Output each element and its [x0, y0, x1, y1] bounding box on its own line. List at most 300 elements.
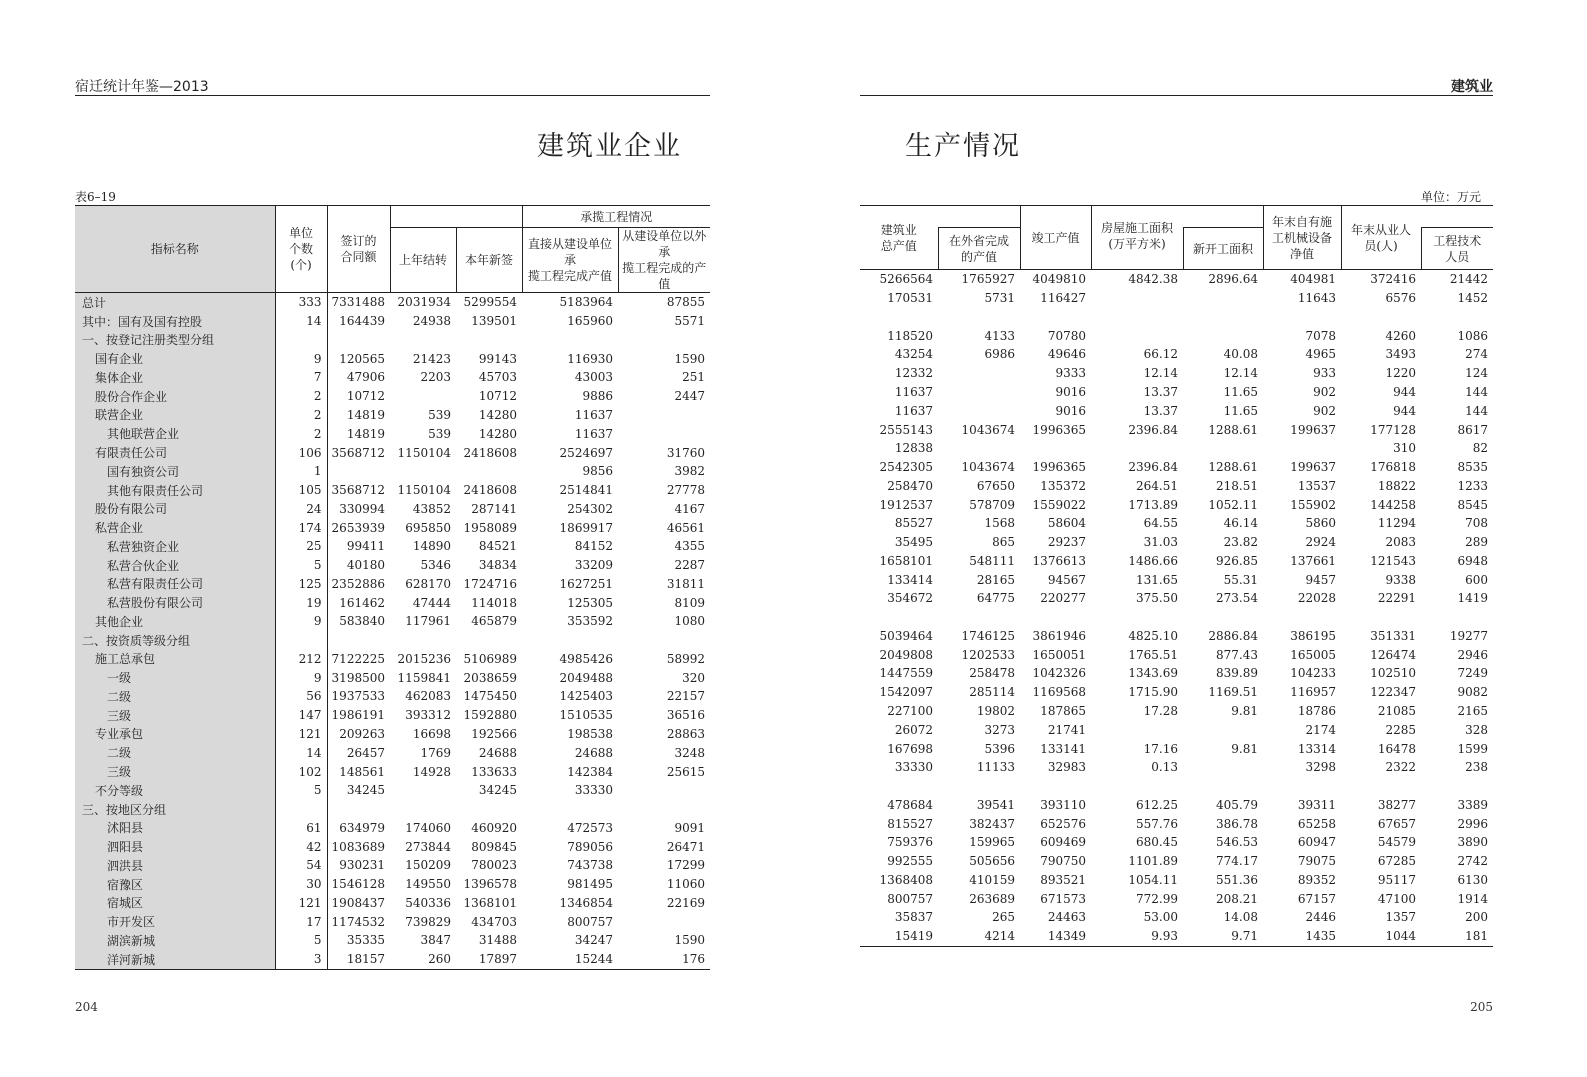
cell-value: 8535	[1457, 460, 1488, 475]
cell-value: 14280	[478, 426, 517, 441]
cell-value: 144258	[1370, 497, 1416, 512]
row-label: 其中：国有及国有控股	[75, 312, 275, 331]
cell-value	[390, 462, 456, 481]
cell-value	[1341, 308, 1421, 327]
cell-value: 578709	[969, 497, 1015, 512]
cell-value: 19802	[976, 703, 1015, 718]
table-row	[75, 800, 710, 819]
cell-value: 192566	[471, 726, 517, 741]
cell-value	[390, 331, 456, 350]
cell-value: 273.54	[1216, 591, 1258, 606]
cell-value: 1542097	[879, 685, 933, 700]
row-label: 其他企业	[75, 612, 275, 631]
table-row	[860, 739, 1493, 758]
cell-value	[1263, 777, 1341, 796]
cell-value: 539	[428, 426, 451, 441]
cell-value: 64.55	[1143, 516, 1178, 531]
cell-value: 66.12	[1143, 347, 1178, 362]
cell-value: 34245	[346, 783, 385, 798]
cell-value: 1650051	[1032, 647, 1086, 662]
cell-value: 9	[275, 349, 327, 368]
table-row	[75, 349, 710, 368]
cell-value	[1091, 308, 1183, 327]
cell-value: 3861946	[1032, 628, 1086, 643]
row-label: 有限责任公司	[75, 443, 275, 462]
cell-value	[1020, 308, 1091, 327]
cell-value: 4842.38	[1128, 272, 1178, 287]
cell-value: 609469	[1040, 835, 1086, 850]
cell-value: 58992	[666, 651, 706, 666]
col-header-blank-e	[1421, 206, 1493, 228]
cell-value	[1183, 608, 1263, 627]
cell-value: 2924	[1305, 535, 1336, 550]
row-label: 二、按资质等级分组	[75, 631, 275, 650]
cell-value: 1288.61	[1208, 460, 1258, 475]
row-label: 总计	[75, 293, 275, 312]
col-header-blank-d	[1183, 206, 1263, 228]
cell-value: 11.65	[1223, 403, 1258, 418]
cell-value: 3248	[674, 745, 706, 760]
cell-value: 1435	[1263, 927, 1341, 946]
cell-value: 3198500	[331, 670, 385, 685]
cell-value: 102510	[1370, 666, 1416, 681]
cell-value: 1150104	[397, 445, 451, 460]
cell-value: 13537	[1297, 478, 1336, 493]
cell-value: 125305	[567, 595, 613, 610]
cell-value	[860, 777, 938, 796]
cell-value: 34245	[478, 783, 517, 798]
page-title-left: 建筑业企业	[537, 131, 682, 162]
row-label: 沭阳县	[75, 818, 275, 837]
cell-value: 133414	[887, 572, 933, 587]
table-row	[75, 593, 710, 612]
cell-value: 31760	[666, 445, 706, 460]
cell-value	[327, 331, 390, 350]
cell-value: 4214	[938, 927, 1020, 946]
cell-value: 144	[1465, 384, 1488, 399]
cell-value: 12.14	[1143, 366, 1178, 381]
header-rule-right	[860, 95, 1493, 96]
cell-value: 809845	[471, 839, 517, 854]
cell-value: 1658101	[879, 553, 933, 568]
cell-value: 165960	[567, 314, 613, 329]
cell-value: 47100	[1377, 891, 1416, 906]
page-number-right: 205	[1470, 1000, 1493, 1014]
col-header-new-sign: 本年新签	[456, 228, 522, 293]
cell-value: 31488	[478, 933, 517, 948]
cell-value: 14349	[1020, 927, 1091, 946]
cell-value: 84521	[478, 539, 517, 554]
cell-value: 67657	[1377, 816, 1416, 831]
table-row	[75, 518, 710, 537]
table-row	[75, 894, 710, 913]
cell-value: 2322	[1385, 760, 1416, 775]
row-label: 洋河新城	[75, 950, 275, 969]
cell-value: 67285	[1377, 854, 1416, 869]
cell-value: 11294	[1377, 516, 1416, 531]
cell-value: 1419	[1457, 591, 1488, 606]
cell-value	[1183, 777, 1263, 796]
cell-value: 116957	[1290, 685, 1336, 700]
cell-value: 55.31	[1223, 572, 1258, 587]
cell-value: 14819	[346, 407, 385, 422]
cell-value	[1183, 308, 1263, 327]
row-label: 国有独资公司	[75, 462, 275, 481]
cell-value: 902	[1313, 403, 1336, 418]
cell-value: 14928	[412, 764, 451, 779]
cell-value: 11060	[666, 877, 706, 892]
cell-value	[1421, 777, 1493, 796]
table-row	[860, 608, 1493, 627]
cell-value: 5266564	[879, 272, 933, 287]
cell-value: 354672	[887, 591, 933, 606]
cell-value: 310	[1393, 441, 1416, 456]
cell-value: 26457	[346, 745, 385, 760]
cell-value: 1937533	[331, 689, 385, 704]
cell-value: 1559022	[1032, 497, 1086, 512]
cell-value: 743738	[567, 858, 613, 873]
cell-value: 2396.84	[1128, 460, 1178, 475]
cell-value: 26471	[666, 839, 706, 854]
row-label: 私营独资企业	[75, 537, 275, 556]
cell-value: 1346854	[559, 895, 613, 910]
table-row	[860, 720, 1493, 739]
cell-value: 695850	[405, 520, 451, 535]
table-row	[860, 383, 1493, 402]
table-row	[860, 570, 1493, 589]
cell-value: 434703	[471, 914, 517, 929]
cell-value	[275, 631, 327, 650]
cell-value: 265	[992, 910, 1015, 925]
cell-value: 199637	[1290, 422, 1336, 437]
cell-value: 40180	[346, 558, 385, 573]
cell-value: 24	[275, 499, 327, 518]
cell-value: 16698	[412, 726, 451, 741]
table-row	[75, 875, 710, 894]
cell-value: 263689	[969, 891, 1015, 906]
cell-value: 780023	[471, 858, 517, 873]
cell-value: 10712	[346, 389, 385, 404]
cell-value: 1592880	[463, 708, 517, 723]
cell-value: 1908437	[331, 895, 385, 910]
cell-value	[456, 631, 522, 650]
cell-value: 539	[428, 407, 451, 422]
cell-value	[938, 439, 1020, 458]
cell-value: 14819	[346, 426, 385, 441]
cell-value: 238	[1465, 760, 1488, 775]
cell-value	[327, 631, 390, 650]
cell-value: 465879	[471, 614, 517, 629]
cell-value: 944	[1393, 403, 1416, 418]
cell-value: 11643	[1297, 291, 1336, 306]
table-row	[860, 645, 1493, 664]
cell-value	[327, 800, 390, 819]
cell-value: 181	[1421, 927, 1493, 946]
cell-value: 926.85	[1216, 553, 1258, 568]
cell-value: 251	[682, 370, 706, 385]
cell-value: 1869917	[559, 520, 613, 535]
row-label: 国有企业	[75, 349, 275, 368]
cell-value: 35495	[894, 535, 933, 550]
cell-value: 548111	[969, 553, 1015, 568]
cell-value: 36516	[666, 708, 706, 723]
cell-value: 7	[275, 368, 327, 387]
cell-value: 6130	[1457, 872, 1488, 887]
cell-value: 5	[275, 781, 327, 800]
row-label: 其他有限责任公司	[75, 481, 275, 500]
cell-value	[938, 308, 1020, 327]
cell-value	[618, 424, 710, 443]
cell-value	[1091, 326, 1183, 345]
row-label: 二级	[75, 687, 275, 706]
cell-value: 1425403	[559, 689, 613, 704]
cell-value: 9016	[1055, 384, 1086, 399]
cell-value: 139501	[471, 314, 517, 329]
cell-value: 328	[1465, 722, 1488, 737]
cell-value: 1150104	[397, 483, 451, 498]
cell-value: 9.93	[1091, 927, 1183, 946]
table-row	[75, 762, 710, 781]
cell-value: 1357	[1385, 910, 1416, 925]
cell-value: 70780	[1047, 328, 1086, 343]
cell-value: 1568	[984, 516, 1015, 531]
cell-value: 1220	[1385, 366, 1416, 381]
cell-value: 148561	[339, 764, 385, 779]
cell-value	[1263, 308, 1341, 327]
cell-value: 865	[992, 535, 1015, 550]
cell-value	[618, 800, 710, 819]
cell-value: 1724716	[463, 576, 517, 591]
table-row	[860, 476, 1493, 495]
cell-value: 17	[275, 912, 327, 931]
cell-value: 1086	[1457, 328, 1488, 343]
cell-value	[1020, 439, 1091, 458]
cell-value: 3493	[1385, 347, 1416, 362]
cell-value: 1986191	[331, 708, 385, 723]
cell-value	[938, 401, 1020, 420]
cell-value: 372416	[1370, 272, 1416, 287]
cell-value: 382437	[969, 816, 1015, 831]
cell-value: 6576	[1385, 291, 1416, 306]
table-row	[75, 818, 710, 837]
cell-value: 2285	[1385, 722, 1416, 737]
cell-value: 7331488	[331, 295, 385, 310]
cell-value: 147	[275, 706, 327, 725]
cell-value: 30	[275, 875, 327, 894]
cell-value: 99143	[478, 351, 517, 366]
cell-value: 64775	[976, 591, 1015, 606]
row-label: 泗洪县	[75, 856, 275, 875]
cell-value: 2049808	[879, 647, 933, 662]
row-label: 施工总承包	[75, 650, 275, 669]
cell-value: 122347	[1370, 685, 1416, 700]
table-row	[860, 702, 1493, 721]
table-row	[860, 814, 1493, 833]
cell-value: 133633	[471, 764, 517, 779]
cell-value: 1080	[674, 614, 706, 629]
cell-value: 17897	[456, 950, 522, 969]
cell-value: 2	[275, 387, 327, 406]
cell-value	[390, 387, 456, 406]
table-row	[75, 837, 710, 856]
cell-value: 5106989	[463, 651, 517, 666]
cell-value: 930231	[339, 858, 385, 873]
cell-value: 1996365	[1032, 422, 1086, 437]
cell-value	[1183, 326, 1263, 345]
cell-value: 121	[275, 894, 327, 913]
col-header-new-area: 新开工面积	[1183, 228, 1263, 270]
cell-value	[1341, 608, 1421, 627]
cell-value: 285114	[969, 685, 1015, 700]
row-label: 集体企业	[75, 368, 275, 387]
cell-value: 6948	[1457, 553, 1488, 568]
row-label: 不分等级	[75, 781, 275, 800]
cell-value: 628170	[405, 576, 451, 591]
table-row	[75, 612, 710, 631]
cell-value: 2542305	[879, 460, 933, 475]
cell-value: 2886.84	[1208, 628, 1258, 643]
cell-value: 254302	[567, 501, 613, 516]
cell-value: 330994	[339, 501, 385, 516]
table-row	[860, 308, 1493, 327]
cell-value: 551.36	[1216, 872, 1258, 887]
cell-value: 671573	[1040, 891, 1086, 906]
cell-value: 5731	[984, 291, 1015, 306]
cell-value: 1486.66	[1128, 553, 1178, 568]
cell-value: 117961	[405, 614, 451, 629]
cell-value: 902	[1313, 384, 1336, 399]
cell-value: 1043674	[961, 422, 1015, 437]
cell-value: 546.53	[1216, 835, 1258, 850]
row-label: 湖滨新城	[75, 931, 275, 950]
cell-value: 1599	[1457, 741, 1488, 756]
col-header-outside-province: 在外省完成 的产值	[938, 228, 1020, 270]
table-row	[860, 683, 1493, 702]
row-label: 股份合作企业	[75, 387, 275, 406]
cell-value: 125	[275, 574, 327, 593]
cell-value: 2015236	[397, 651, 451, 666]
table-row	[75, 856, 710, 875]
cell-value: 131.65	[1136, 572, 1178, 587]
table-row	[75, 368, 710, 387]
cell-value: 652576	[1040, 816, 1086, 831]
cell-value	[1183, 720, 1263, 739]
table-row	[860, 420, 1493, 439]
cell-value: 3982	[674, 464, 706, 479]
table-row	[75, 424, 710, 443]
cell-value: 320	[682, 670, 706, 685]
table-row	[75, 706, 710, 725]
cell-value: 981495	[567, 877, 613, 892]
cell-value: 47906	[346, 370, 385, 385]
cell-value: 2447	[674, 389, 706, 404]
cell-value: 31.03	[1143, 535, 1178, 550]
cell-value: 2174	[1305, 722, 1336, 737]
table-row	[860, 458, 1493, 477]
cell-value: 1376613	[1032, 553, 1086, 568]
cell-value: 1054.11	[1128, 872, 1178, 887]
cell-value: 38277	[1377, 797, 1416, 812]
cell-value: 24688	[574, 745, 613, 760]
table-row	[75, 950, 710, 969]
cell-value: 170531	[887, 291, 933, 306]
cell-value: 2653939	[331, 520, 385, 535]
cell-value: 1546128	[331, 877, 385, 892]
table-row	[860, 664, 1493, 683]
cell-value: 739829	[405, 914, 451, 929]
table-row	[75, 650, 710, 669]
cell-value: 1368408	[879, 872, 933, 887]
cell-value	[938, 383, 1020, 402]
cell-value	[1091, 439, 1183, 458]
cell-value: 708	[1465, 516, 1488, 531]
cell-value: 1765.51	[1128, 647, 1178, 662]
cell-value: 199637	[1290, 460, 1336, 475]
cell-value	[860, 608, 938, 627]
cell-value: 1174532	[331, 914, 385, 929]
cell-value: 54	[275, 856, 327, 875]
cell-value: 87855	[666, 295, 706, 310]
cell-value: 6986	[984, 347, 1015, 362]
cell-value	[1091, 289, 1183, 308]
cell-value: 2742	[1457, 854, 1488, 869]
cell-value: 404981	[1290, 272, 1336, 287]
cell-value: 34834	[478, 558, 517, 573]
cell-value: 893521	[1040, 872, 1086, 887]
cell-value: 21085	[1377, 703, 1416, 718]
cell-value: 56	[275, 687, 327, 706]
cell-value: 1396578	[463, 877, 517, 892]
table-row	[860, 345, 1493, 364]
cell-value: 774.17	[1216, 854, 1258, 869]
cell-value: 11.65	[1223, 384, 1258, 399]
cell-value: 155902	[1290, 497, 1336, 512]
cell-value: 220277	[1040, 591, 1086, 606]
cell-value	[1421, 308, 1493, 327]
cell-value: 60947	[1297, 835, 1336, 850]
table-row	[860, 852, 1493, 871]
row-label: 一级	[75, 668, 275, 687]
cell-value: 9091	[674, 820, 706, 835]
cell-value: 8545	[1457, 497, 1488, 512]
cell-value: 583840	[339, 614, 385, 629]
cell-value: 1746125	[961, 628, 1015, 643]
cell-value: 95117	[1377, 872, 1416, 887]
cell-value: 167698	[887, 741, 933, 756]
cell-value: 33209	[574, 558, 613, 573]
cell-value: 79075	[1297, 854, 1336, 869]
cell-value: 7249	[1457, 666, 1488, 681]
cell-value: 4167	[674, 501, 706, 516]
cell-value: 9333	[1055, 366, 1086, 381]
table-row	[75, 293, 710, 312]
cell-value: 2	[275, 424, 327, 443]
cell-value: 1101.89	[1128, 854, 1178, 869]
cell-value: 200	[1465, 910, 1488, 925]
cell-value: 106	[275, 443, 327, 462]
cell-value: 1169568	[1032, 685, 1086, 700]
cell-value	[1263, 608, 1341, 627]
table-row	[860, 777, 1493, 796]
cell-value: 944	[1393, 384, 1416, 399]
col-header-name: 指标名称	[75, 206, 275, 293]
cell-value: 1452	[1457, 291, 1488, 306]
cell-value: 14.08	[1223, 910, 1258, 925]
cell-value: 5	[275, 556, 327, 575]
row-label: 二级	[75, 743, 275, 762]
cell-value	[618, 406, 710, 425]
cell-value: 165005	[1290, 647, 1336, 662]
